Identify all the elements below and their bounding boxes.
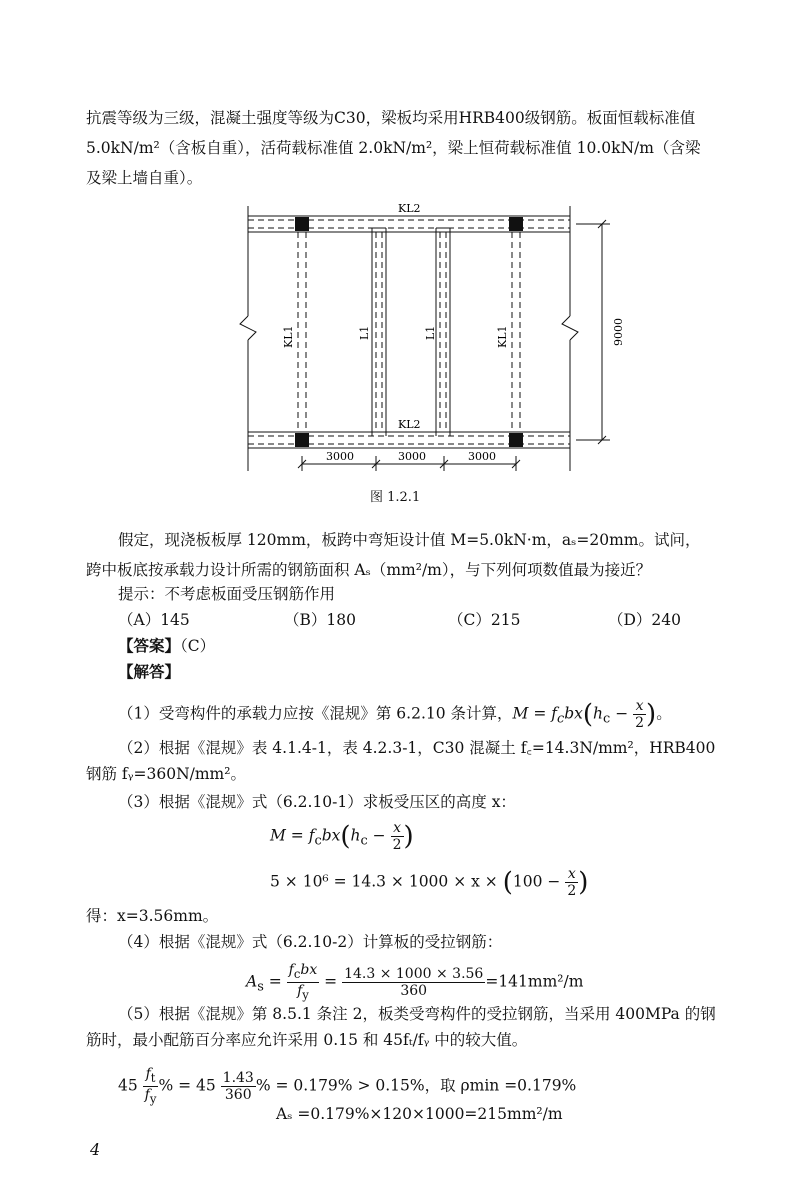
dim-height: 9000 bbox=[612, 318, 625, 346]
column-bottom-right bbox=[509, 433, 523, 447]
column-top-left bbox=[295, 217, 309, 231]
step-1-text: （1）受弯构件的承载力应按《混规》第 6.2.10 条计算， bbox=[118, 704, 513, 723]
column-bottom-left bbox=[295, 433, 309, 447]
option-b: （B）180 bbox=[284, 611, 356, 629]
step-2-line-1: （2）根据《混规》表 4.1.4-1，表 4.2.3-1，C30 混凝土 f꜀=14.3N/mm²，HRB400 bbox=[118, 739, 716, 757]
option-c: （C）215 bbox=[448, 611, 521, 629]
answer-label: 【答案】 bbox=[118, 636, 181, 655]
step-3-result: 得：x=3.56mm。 bbox=[86, 907, 219, 925]
step-2-line-2: 钢筋 fᵧ=360N/mm²。 bbox=[86, 765, 246, 783]
label-kl1-left: KL1 bbox=[282, 325, 295, 348]
step-3-text: （3）根据《混规》式（6.2.10-1）求板受压区的高度 x： bbox=[118, 793, 516, 811]
question-hint: 提示：不考虑板面受压钢筋作用 bbox=[118, 585, 336, 603]
dim-span-1: 3000 bbox=[326, 450, 354, 463]
step-5-frac-den: 360 bbox=[224, 1086, 252, 1103]
step-4-text: （4）根据《混规》式（6.2.10-2）计算板的受拉钢筋： bbox=[118, 933, 503, 951]
option-a: （A）145 bbox=[118, 611, 190, 629]
step-3-eq-2-text: 5 × 10⁶ = 14.3 × 1000 × x × bbox=[270, 872, 498, 891]
answer-row bbox=[118, 634, 215, 658]
step-3-eq-2: 5 × 10⁶ = 14.3 × 1000 × x × (100 − $\frac{x}{2}$ ) bbox=[270, 866, 589, 899]
step-5-final: Aₛ =0.179%×120×1000=215mm²/m bbox=[276, 1105, 563, 1123]
step-4-eq: $A_s$ = $\frac{f_cbx}{f_y}$ = $\frac{14.3 \times 1000 \times 3.56}{360}$ =141mm²/m bbox=[246, 962, 584, 1002]
question-line-2: 跨中板底按承载力设计所需的钢筋面积 Aₛ（mm²/m），与下列何项数值最为接近？ bbox=[86, 561, 652, 579]
figure-caption: 图 1.2.1 bbox=[370, 490, 421, 505]
step-1-eq: M = f bbox=[512, 704, 557, 723]
label-kl1-right: KL1 bbox=[496, 325, 509, 348]
column-top-right bbox=[509, 217, 523, 231]
intro-line-1: 抗震等级为三级，混凝土强度等级为C30，梁板均采用HRB400级钢筋。板面恒载标准值 bbox=[86, 109, 696, 127]
structural-plan-drawing bbox=[230, 196, 630, 481]
step-5-eq: 45 $\frac{f_t}{f_y}$ % = 45 $\frac{1.43}{360}$ % = 0.179% > 0.15%，取 ρmin =0.179% bbox=[118, 1066, 577, 1106]
label-l1-a: L1 bbox=[358, 325, 371, 340]
step-4-num: 14.3 × 1000 × 3.56 bbox=[344, 965, 484, 982]
step-3-eq-1: $M = f_cbx(h_c$ − $\frac{x}{2}$ ) bbox=[270, 820, 414, 853]
step-5-line-2: 筋时，最小配筋百分率应允许采用 0.15 和 45fₜ/fᵧ 中的较大值。 bbox=[86, 1031, 528, 1049]
solution-label: 【解答】 bbox=[118, 662, 181, 681]
dim-span-3: 3000 bbox=[468, 450, 496, 463]
label-kl2-top: KL2 bbox=[398, 202, 421, 215]
step-5-frac-num: 1.43 bbox=[222, 1069, 254, 1086]
question-line-1: 假定，现浇板板厚 120mm，板跨中弯矩设计值 M=5.0kN·m，aₛ=20mm。试问， bbox=[118, 531, 701, 549]
step-5-line-1: （5）根据《混规》第 8.5.1 条注 2，板类受弯构件的受拉钢筋，当采用 400MPa 的钢 bbox=[118, 1005, 716, 1023]
page-number: 4 bbox=[90, 1140, 101, 1159]
structural-plan-figure bbox=[230, 196, 630, 485]
dim-span-2: 3000 bbox=[398, 450, 426, 463]
step-5-eq-tail: % = 0.179% > 0.15%，取 ρmin =0.179% bbox=[255, 1076, 577, 1095]
answer-value: （C） bbox=[180, 637, 216, 655]
label-kl2-bottom: KL2 bbox=[398, 418, 421, 431]
intro-line-2: 5.0kN/m²（含板自重），活荷载标准值 2.0kN/m²，梁上恒荷载标准值 10.0kN/m（含梁 bbox=[86, 139, 701, 157]
intro-line-3: 及梁上墙自重）。 bbox=[86, 169, 203, 187]
option-d: （D）240 bbox=[608, 611, 682, 629]
step-4-den: 360 bbox=[400, 982, 428, 999]
label-l1-b: L1 bbox=[424, 325, 437, 340]
step-1: （1）受弯构件的承载力应按《混规》第 6.2.10 条计算，$M = f_cbx(h_c$ − $\frac{x}{2}$ )。 bbox=[118, 698, 672, 731]
step-4-result: =141mm²/m bbox=[485, 972, 584, 991]
